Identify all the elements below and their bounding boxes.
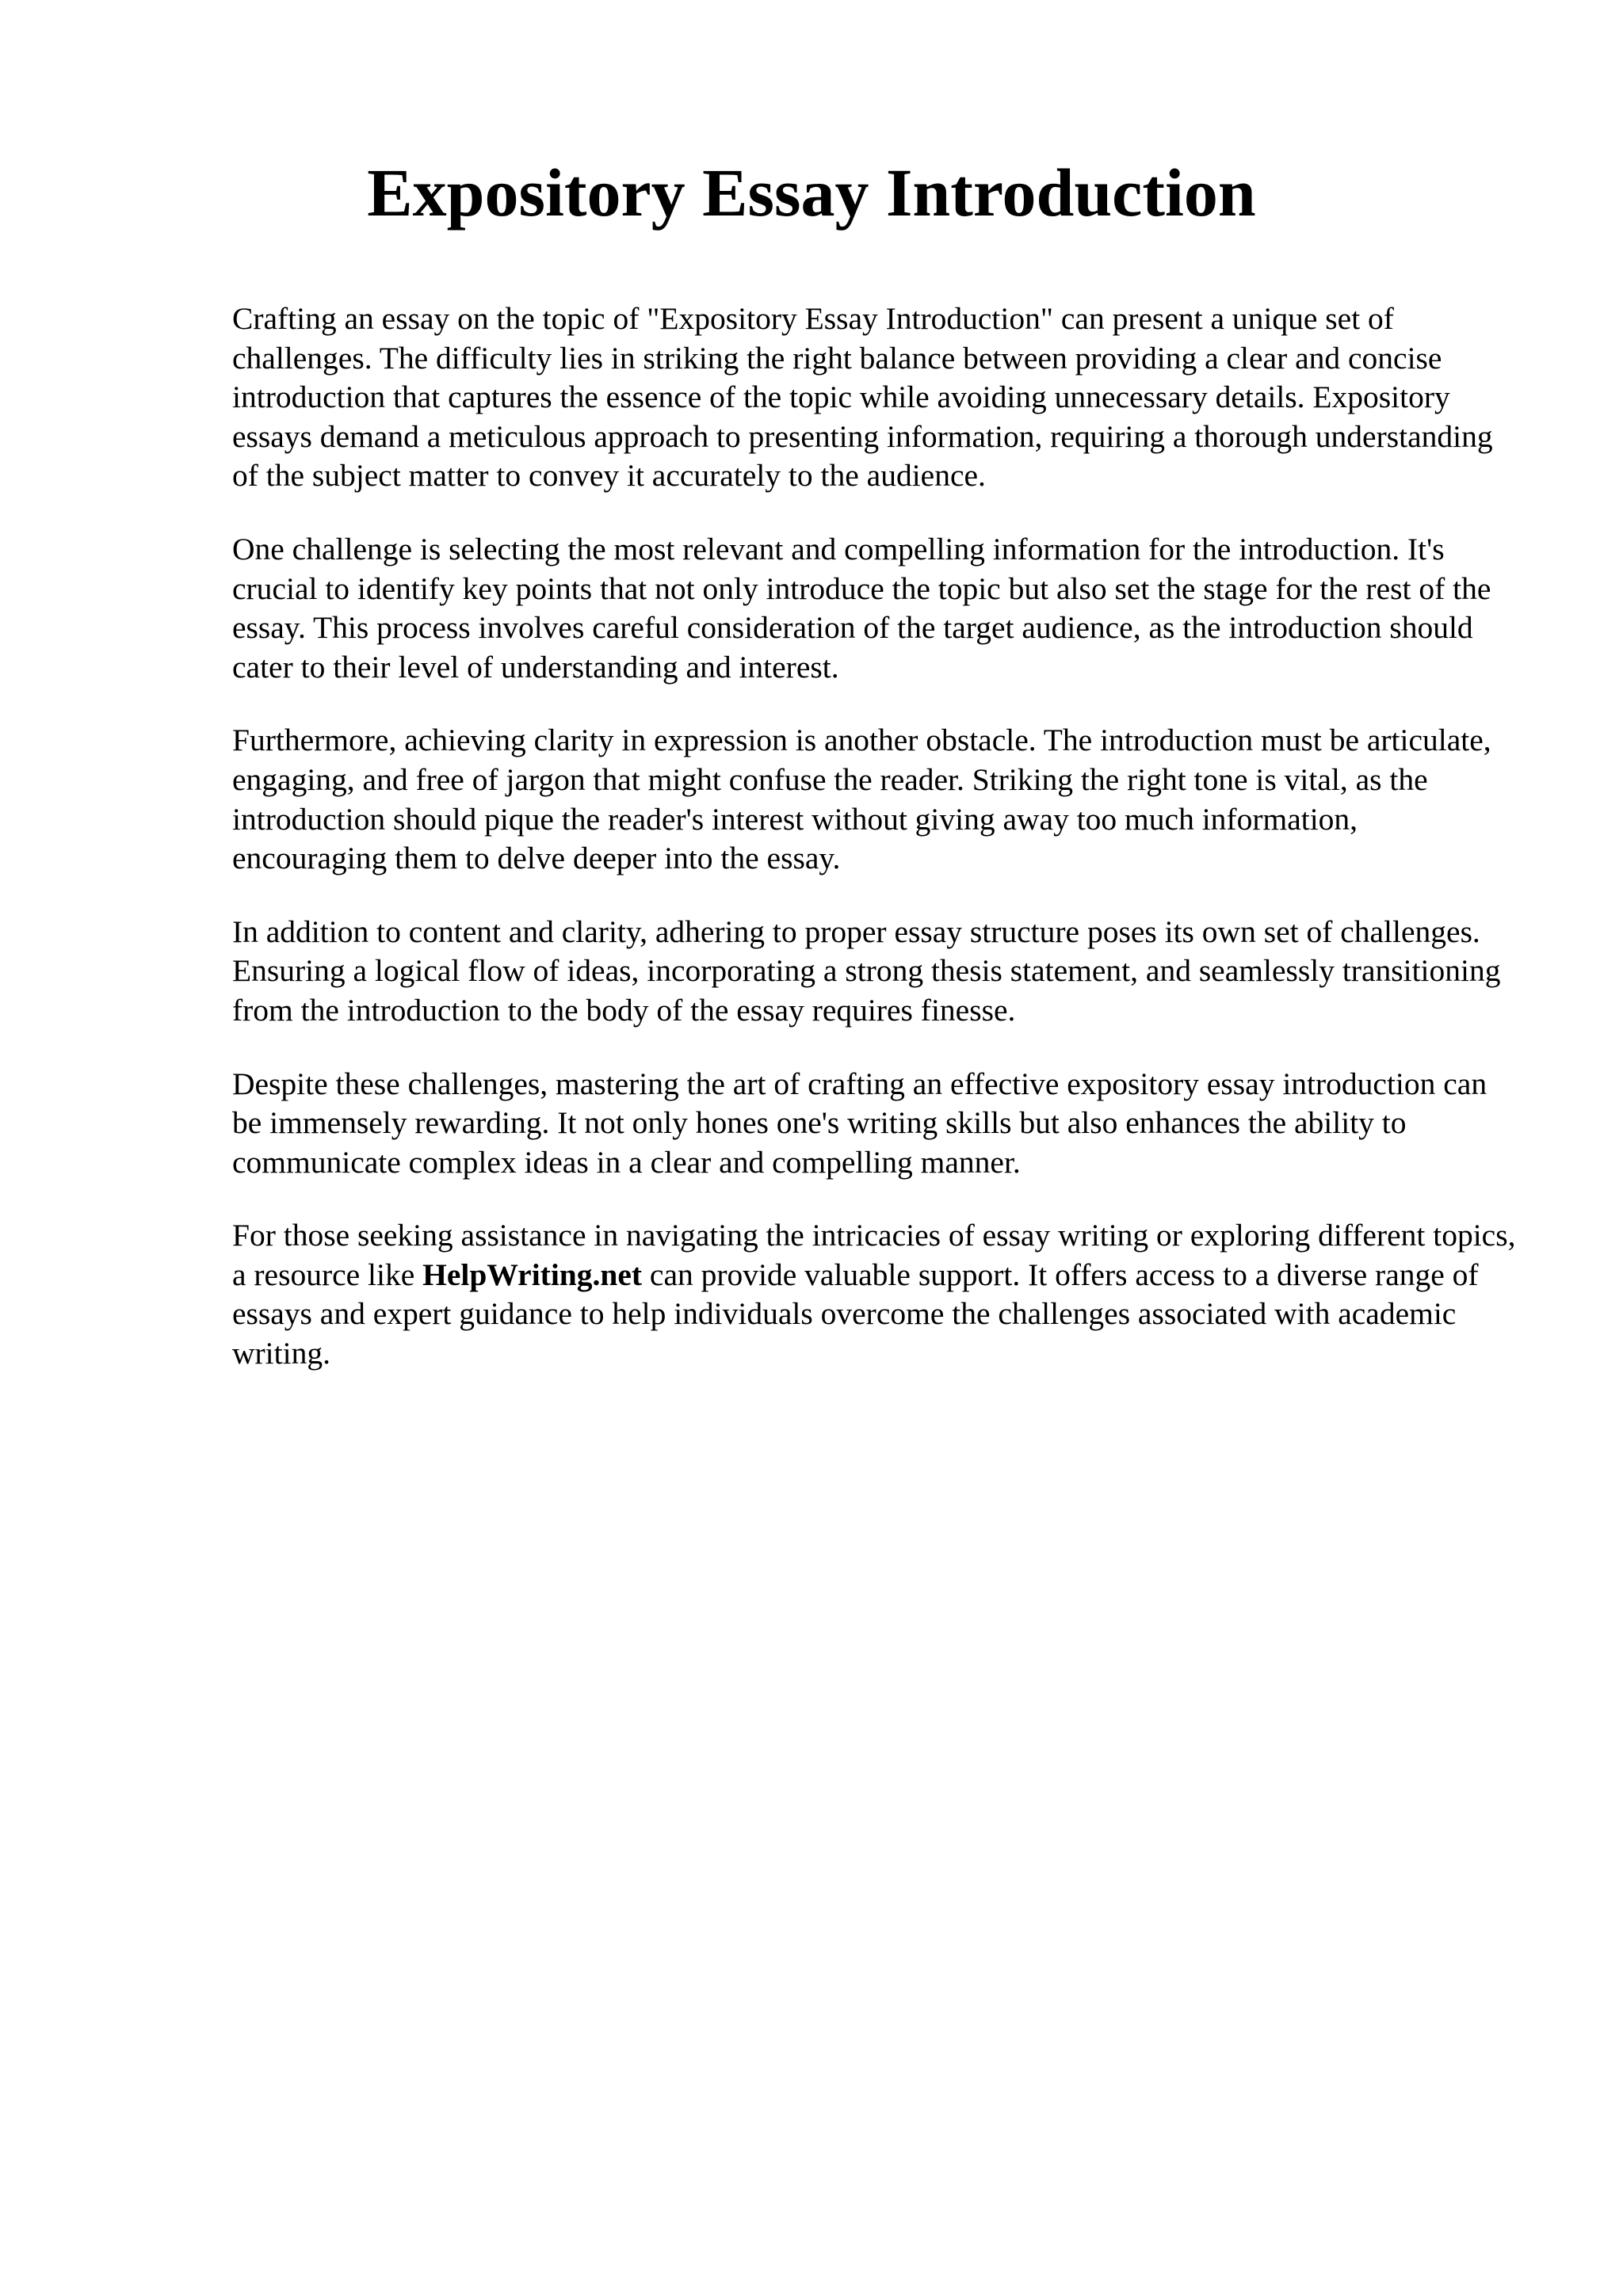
paragraph-4: In addition to content and clarity, adhering to proper essay structure poses its own set of challenges. Ensuring a logical flow of ideas, incorporating a strong thesis statement, and seamlessly transitioning from the introduction to the body of the essay requires finesse.	[232, 913, 1501, 1028]
paragraph-1: Crafting an essay on the topic of "Expository Essay Introduction" can present a unique set of challenges. The difficulty lies in striking the right balance between providing a clear and concise introduction that captures the essence of the topic while avoiding unnecessary details. Expository essays demand a meticulous approach to presenting information, requiring a thorough understanding of the subject matter to convey it accurately to the audience.	[232, 301, 1493, 494]
paragraph-5: Despite these challenges, mastering the art of crafting an effective expository essay introduction can be immensely rewarding. It not only hones one's writing skills but also enhances the ability to communicate complex ideas in a clear and compelling manner.	[232, 1066, 1487, 1180]
paragraph-2: One challenge is selecting the most relevant and compelling information for the introduction. It's crucial to identify key points that not only introduce the topic but also set the stage for the rest of the essay. This process involves careful consideration of the target audience, as the introduction should cater to their level of understanding and interest.	[232, 531, 1491, 685]
paragraph-3: Furthermore, achieving clarity in expression is another obstacle. The introduction must be articulate, engaging, and free of jargon that might confuse the reader. Striking the right tone is vital, as the introduction should pique the reader's interest without giving away too much information, encouraging them to delve deeper into the essay.	[232, 723, 1491, 876]
paragraph-6-after: can provide valuable support. It offers access to a diverse range of essays and expert guidance to help individuals overcome the challenges associated with academic writing.	[232, 1257, 1479, 1371]
paragraph-6	[232, 1216, 1516, 1373]
document-title: Expository Essay Introduction	[367, 154, 1256, 231]
paragraph-6-before: For those seeking assistance in navigating the intricacies of essay writing or exploring different topics, a resource like	[232, 1218, 1516, 1292]
document-body	[232, 299, 1516, 1408]
brand-name: HelpWriting.net	[422, 1257, 643, 1292]
